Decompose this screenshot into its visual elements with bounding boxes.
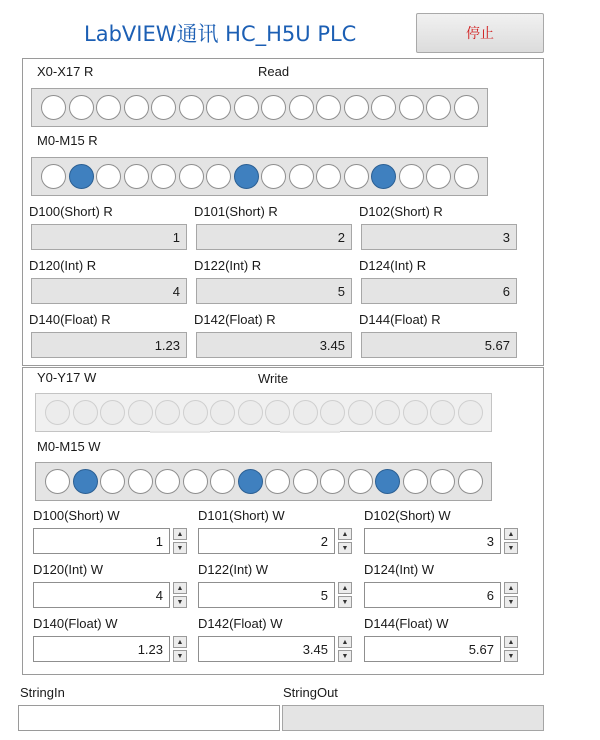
x-led-10	[316, 95, 341, 120]
m-read-led-11	[344, 164, 369, 189]
string-in-label: StringIn	[20, 685, 65, 700]
y-outputs-label: Y0-Y17 W	[37, 370, 97, 385]
control-label: D140(Float) W	[33, 616, 118, 631]
down-arrow-icon[interactable]: ▼	[173, 650, 187, 662]
x-led-4	[151, 95, 176, 120]
up-arrow-icon[interactable]: ▲	[504, 636, 518, 648]
m-read-led-bar	[31, 157, 488, 196]
app-title: LabVIEW通讯 HC_H5U PLC	[84, 22, 357, 46]
m-read-led-6	[206, 164, 231, 189]
numeric-indicator: 3	[361, 224, 517, 250]
up-arrow-icon[interactable]: ▲	[338, 528, 352, 540]
numeric-control[interactable]: 3.45	[198, 636, 335, 662]
spin-buttons	[338, 636, 352, 662]
string-in-field[interactable]	[18, 705, 280, 731]
numeric-control[interactable]: 5	[198, 582, 335, 608]
m-write-led-11[interactable]	[348, 469, 373, 494]
x-led-1	[69, 95, 94, 120]
spin-buttons	[173, 582, 187, 608]
m-write-led-2[interactable]	[100, 469, 125, 494]
numeric-control[interactable]: 4	[33, 582, 170, 608]
spin-buttons	[504, 636, 518, 662]
up-arrow-icon[interactable]: ▲	[504, 528, 518, 540]
m-read-led-14	[426, 164, 451, 189]
x-led-9	[289, 95, 314, 120]
m-write-led-15[interactable]	[458, 469, 483, 494]
control-label: D120(Int) W	[33, 562, 104, 577]
m-write-led-3[interactable]	[128, 469, 153, 494]
divider-line	[150, 431, 210, 433]
control-label: D102(Short) W	[364, 508, 451, 523]
spin-buttons	[504, 528, 518, 554]
m-write-led-bar	[35, 462, 492, 501]
down-arrow-icon[interactable]: ▼	[338, 542, 352, 554]
up-arrow-icon[interactable]: ▲	[173, 636, 187, 648]
indicator-label: D100(Short) R	[29, 204, 113, 219]
m-write-led-9[interactable]	[293, 469, 318, 494]
m-read-led-4	[151, 164, 176, 189]
m-write-led-4[interactable]	[155, 469, 180, 494]
up-arrow-icon[interactable]: ▲	[338, 636, 352, 648]
y-led-5[interactable]	[183, 400, 208, 425]
down-arrow-icon[interactable]: ▼	[338, 596, 352, 608]
up-arrow-icon[interactable]: ▲	[173, 528, 187, 540]
x-led-8	[261, 95, 286, 120]
indicator-label: D142(Float) R	[194, 312, 276, 327]
y-led-2[interactable]	[100, 400, 125, 425]
m-read-led-15	[454, 164, 479, 189]
x-led-2	[96, 95, 121, 120]
m-write-led-10[interactable]	[320, 469, 345, 494]
m-write-led-13[interactable]	[403, 469, 428, 494]
control-label: D144(Float) W	[364, 616, 449, 631]
indicator-label: D102(Short) R	[359, 204, 443, 219]
x-led-6	[206, 95, 231, 120]
up-arrow-icon[interactable]: ▲	[173, 582, 187, 594]
m-read-label: M0-M15 R	[37, 133, 98, 148]
x-led-bar	[31, 88, 488, 127]
down-arrow-icon[interactable]: ▼	[504, 596, 518, 608]
m-read-led-5	[179, 164, 204, 189]
m-write-led-8[interactable]	[265, 469, 290, 494]
x-inputs-label: X0-X17 R	[37, 64, 94, 79]
m-read-led-2	[96, 164, 121, 189]
indicator-label: D122(Int) R	[194, 258, 262, 273]
m-write-led-12[interactable]	[375, 469, 400, 494]
m-read-led-7	[234, 164, 259, 189]
numeric-indicator: 4	[31, 278, 187, 304]
indicator-label: D140(Float) R	[29, 312, 111, 327]
numeric-indicator: 1.23	[31, 332, 187, 358]
numeric-indicator: 6	[361, 278, 517, 304]
string-out-label: StringOut	[283, 685, 338, 700]
divider-line	[280, 431, 340, 433]
numeric-indicator: 5	[196, 278, 352, 304]
control-label: D100(Short) W	[33, 508, 120, 523]
m-write-led-6[interactable]	[210, 469, 235, 494]
y-led-3[interactable]	[128, 400, 153, 425]
indicator-label: D124(Int) R	[359, 258, 427, 273]
numeric-control[interactable]: 5.67	[364, 636, 501, 662]
control-label: D142(Float) W	[198, 616, 283, 631]
x-led-14	[426, 95, 451, 120]
m-write-label: M0-M15 W	[37, 439, 101, 454]
indicator-label: D120(Int) R	[29, 258, 97, 273]
x-led-7	[234, 95, 259, 120]
m-read-led-3	[124, 164, 149, 189]
numeric-control[interactable]: 3	[364, 528, 501, 554]
numeric-control[interactable]: 1.23	[33, 636, 170, 662]
indicator-label: D101(Short) R	[194, 204, 278, 219]
x-led-11	[344, 95, 369, 120]
y-led-8[interactable]	[265, 400, 290, 425]
down-arrow-icon[interactable]: ▼	[173, 596, 187, 608]
m-read-led-10	[316, 164, 341, 189]
control-label: D122(Int) W	[198, 562, 269, 577]
x-led-15	[454, 95, 479, 120]
control-label: D101(Short) W	[198, 508, 285, 523]
y-led-7[interactable]	[238, 400, 263, 425]
numeric-indicator: 3.45	[196, 332, 352, 358]
y-led-9[interactable]	[293, 400, 318, 425]
numeric-indicator: 1	[31, 224, 187, 250]
x-led-5	[179, 95, 204, 120]
m-read-led-1	[69, 164, 94, 189]
y-led-6[interactable]	[210, 400, 235, 425]
m-read-led-12	[371, 164, 396, 189]
numeric-indicator: 5.67	[361, 332, 517, 358]
y-led-0[interactable]	[45, 400, 70, 425]
control-label: D124(Int) W	[364, 562, 435, 577]
m-write-led-7[interactable]	[238, 469, 263, 494]
stop-button[interactable]: 停止	[416, 13, 544, 53]
string-out-field	[282, 705, 544, 731]
y-led-15[interactable]	[458, 400, 483, 425]
up-arrow-icon[interactable]: ▲	[338, 582, 352, 594]
y-led-bar	[35, 393, 492, 432]
m-read-led-0	[41, 164, 66, 189]
x-led-0	[41, 95, 66, 120]
y-led-1[interactable]	[73, 400, 98, 425]
m-read-led-8	[261, 164, 286, 189]
y-led-14[interactable]	[430, 400, 455, 425]
y-led-13[interactable]	[403, 400, 428, 425]
spin-buttons	[338, 528, 352, 554]
write-section-label: Write	[258, 371, 289, 386]
m-write-led-14[interactable]	[430, 469, 455, 494]
y-led-12[interactable]	[375, 400, 400, 425]
y-led-4[interactable]	[155, 400, 180, 425]
spin-buttons	[173, 528, 187, 554]
m-read-led-9	[289, 164, 314, 189]
indicator-label: D144(Float) R	[359, 312, 441, 327]
down-arrow-icon[interactable]: ▼	[504, 650, 518, 662]
down-arrow-icon[interactable]: ▼	[504, 542, 518, 554]
numeric-indicator: 2	[196, 224, 352, 250]
down-arrow-icon[interactable]: ▼	[338, 650, 352, 662]
up-arrow-icon[interactable]: ▲	[504, 582, 518, 594]
numeric-control[interactable]: 1	[33, 528, 170, 554]
numeric-control[interactable]: 2	[198, 528, 335, 554]
y-led-11[interactable]	[348, 400, 373, 425]
spin-buttons	[173, 636, 187, 662]
m-read-led-13	[399, 164, 424, 189]
m-write-led-5[interactable]	[183, 469, 208, 494]
numeric-control[interactable]: 6	[364, 582, 501, 608]
read-section-label: Read	[258, 64, 290, 79]
x-led-13	[399, 95, 424, 120]
spin-buttons	[338, 582, 352, 608]
y-led-10[interactable]	[320, 400, 345, 425]
m-write-led-1[interactable]	[73, 469, 98, 494]
x-led-3	[124, 95, 149, 120]
spin-buttons	[504, 582, 518, 608]
x-led-12	[371, 95, 396, 120]
down-arrow-icon[interactable]: ▼	[173, 542, 187, 554]
m-write-led-0[interactable]	[45, 469, 70, 494]
